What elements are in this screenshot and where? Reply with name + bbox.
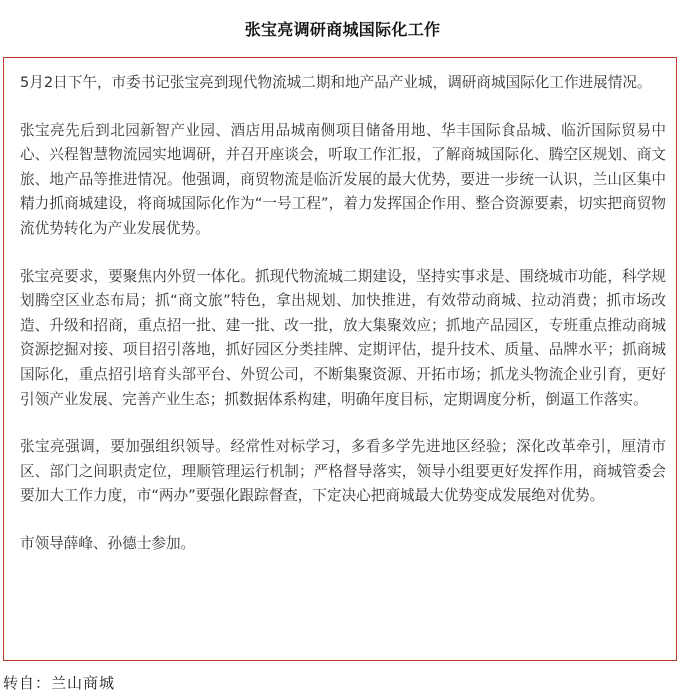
article-paragraph: 市领导薛峰、孙德士参加。 xyxy=(20,534,196,552)
article-paragraph: 张宝亮先后到北园新智产业园、酒店用品城南侧项目储备用地、华丰国际食品城、临沂国际贸易中心、兴程智慧物流园实地调研，并召开座谈会，听取工作汇报，了解商城国际化、腾空区规划、商文旅、地产品等推进情况。他强调，商贸物流是临沂发展的最大优势，要进一步统一认识，兰山区集中精力抓商城建设，将商城国际化作为“一号工程”，着力发挥国企作用、整合资源要素，切实把商贸物流优势转化为产业发展优势。 xyxy=(20,121,666,237)
article-body xyxy=(3,57,677,661)
article-paragraph: 张宝亮要求，要聚焦内外贸一体化。抓现代物流城二期建设，坚持实事求是、围绕城市功能，科学规划腾空区业态布局；抓“商文旅”特色，拿出规划、加快推进，有效带动商城、拉动消费；抓市场改造、升级和招商，重点招一批、建一批、改一批，放大集聚效应；抓地产品园区，专班重点推动商城资源挖掘对接、项目招引落地，抓好园区分类挂牌、定期评估，提升技术、质量、品牌水平；抓商城国际化，重点招引培育头部平台、外贸公司，不断集聚资源、开拓市场；抓龙头物流企业引育，更好引领产业发展、完善产业生态；抓数据体系构建，明确年度目标，定期调度分析，倒逼工作落实。 xyxy=(20,267,666,408)
article-paragraph: 张宝亮强调，要加强组织领导。经常性对标学习，多看多学先进地区经验；深化改革牵引，厘清市区、部门之间职责定位，理顺管理运行机制；严格督导落实，领导小组要更好发挥作用，商城管委会要加大工作力度，市“两办”要强化跟踪督查，下定决心把商城最大优势变成发展绝对优势。 xyxy=(20,438,666,505)
page-title: 张宝亮调研商城国际化工作 xyxy=(244,20,441,39)
source-credit: 转自：兰山商城 xyxy=(3,674,116,692)
article-paragraph: 5月2日下午，市委书记张宝亮到现代物流城二期和地产品产业城，调研商城国际化工作进展情况。 xyxy=(20,74,652,91)
